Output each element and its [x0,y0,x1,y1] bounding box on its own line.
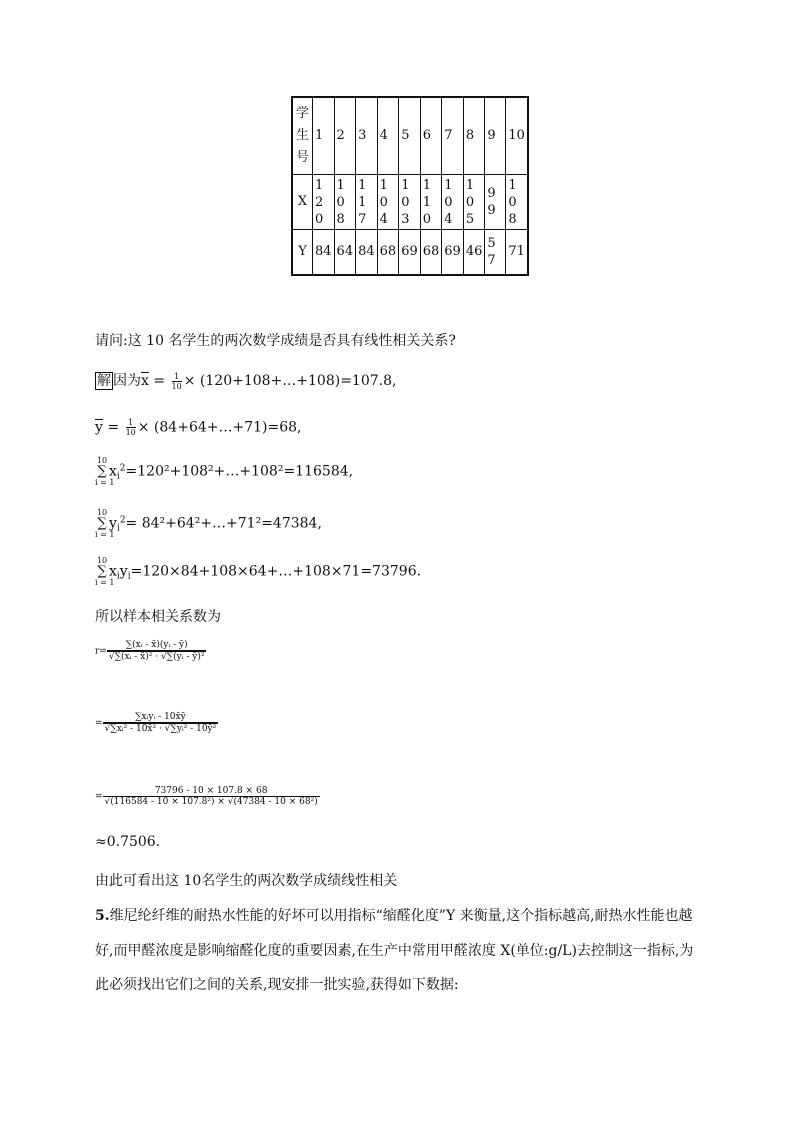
table-row-x [292,175,528,230]
ybar-line: $\overline{y}$ = $\frac{1}{10}$ × (84+64+…+71)=68, [95,418,302,437]
table-cell: 69 [442,230,464,276]
table-cell: 71 [506,230,528,276]
table-row-y [292,230,528,276]
sum-y2-line: 10 ∑ $i = 1y_i^2=$ 84²+64²+…+71²=47384, [95,508,322,539]
sum-x2-rest: =120²+108²+…+108²=116584, [125,463,354,480]
table-cell: 2 [334,97,356,175]
table-cell: 108 [506,175,528,230]
sum-symbol: 10 ∑ i = 1 [95,456,115,487]
sum-xy-line: 10 ∑ $i = 1x_iy_i=120\times 84+108\times 64+\dots+108\times 71=73796$. [95,556,422,587]
table-cell: 84 [356,230,378,276]
table-cell: 8 [463,97,485,175]
sum-y2-rest: = 84²+64²+…+71²=47384, [125,515,322,532]
ybar-rest: × (84+64+…+71)=68, [137,419,302,436]
row-header-x: X [292,175,313,230]
xbar-rest: × (120+108+…+108)=107.8, [183,373,397,389]
problem5-line1: 5.维尼纶纤维的耐热水性能的好坏可以用指标“缩醛化度”Y 来衡量,这个指标越高,耐热水性能也越 [95,908,693,924]
sum-x2-line: 10 ∑ $i = 1x_i^2=120^2+108^2+\dots+108^2=116584$, [95,456,354,487]
approx-value: ≈0.7506. [95,834,161,850]
question-text: 请问:这 10 名学生的两次数学成绩是否具有线性相关关系? [95,333,456,349]
table-cell: 46 [463,230,485,276]
problem5-number: 5. [95,908,110,924]
row-header-student: 学生号 [292,97,313,175]
conclusion-text: 由此可看出这 10名学生的两次数学成绩线性相关 [95,873,398,889]
table-cell: 57 [485,230,506,276]
xbar-fraction: $\frac{1}{10}$ [171,371,182,391]
table-cell: 108 [334,175,356,230]
table-cell: 6 [420,97,442,175]
r-formula-1: r= $\frac{\text{∑(xᵢ - x̄)(yᵢ - ȳ)}}{\text{√∑(xᵢ - x̄)² · √∑(yᵢ - ȳ)²}}$ [95,640,205,662]
ybar-var: $\overline{y}$ [95,419,103,436]
xbar-var: $\overline{x}$ [141,373,149,389]
score-table [291,96,529,276]
table-cell: 105 [463,175,485,230]
table-cell: 84 [313,230,335,276]
table-cell: 64 [334,230,356,276]
problem5-line3: 此必须找出它们之间的关系,现安排一批实验,获得如下数据: [95,977,459,993]
table-cell: 68 [377,230,399,276]
table-cell: 4 [377,97,399,175]
table-cell: 104 [377,175,399,230]
table-cell: 3 [356,97,378,175]
xbar-line: 解 因为$\overline{x}$ = $\frac{1}{10}$ × (120+108+…+108)=107.8, [97,371,397,391]
table-cell: 99 [485,175,506,230]
r-formula-2: = ∑xᵢyᵢ - 10x̄ȳ √∑xᵢ² - 10x̄² · √∑yᵢ² - 10ȳ² [95,712,217,734]
r-formula-3: = $\frac{73796 - 10 \times 107.8 \times 68}{\text{√(116584 - 10 × 107.8²) × √(47384 - 10 × 68²)}}$ [95,786,318,807]
row-header-y: Y [292,230,313,276]
sum-symbol: 10 ∑ i = 1 [95,508,115,539]
table-cell: 117 [356,175,378,230]
table-cell: 110 [420,175,442,230]
table-cell: 104 [442,175,464,230]
table-cell: 103 [399,175,421,230]
sum-xy-rest: =120×84+108×64+…+108×71=73796. [130,563,422,580]
table-cell: 10 [506,97,528,175]
table-cell: 7 [442,97,464,175]
solution-tag: 解 [97,373,111,389]
table-cell: 1 [313,97,335,175]
ybar-fraction: $\frac{1}{10}$ [125,418,136,437]
problem5-line2: 好,而甲醛浓度是影响缩醛化度的重要因素,在生产中常用甲醛浓度 X(单位:g/L)去控制这一指标,为 [95,943,694,959]
sum-symbol: 10 ∑ i = 1 [95,556,115,587]
table-cell: 69 [399,230,421,276]
table-cell: 5 [399,97,421,175]
xbar-prefix: 因为 [113,373,141,389]
table-cell: 9 [485,97,506,175]
table-cell: 68 [420,230,442,276]
table-row-student [292,97,528,175]
table-cell: 120 [313,175,335,230]
corr-intro: 所以样本相关系数为 [95,609,221,625]
